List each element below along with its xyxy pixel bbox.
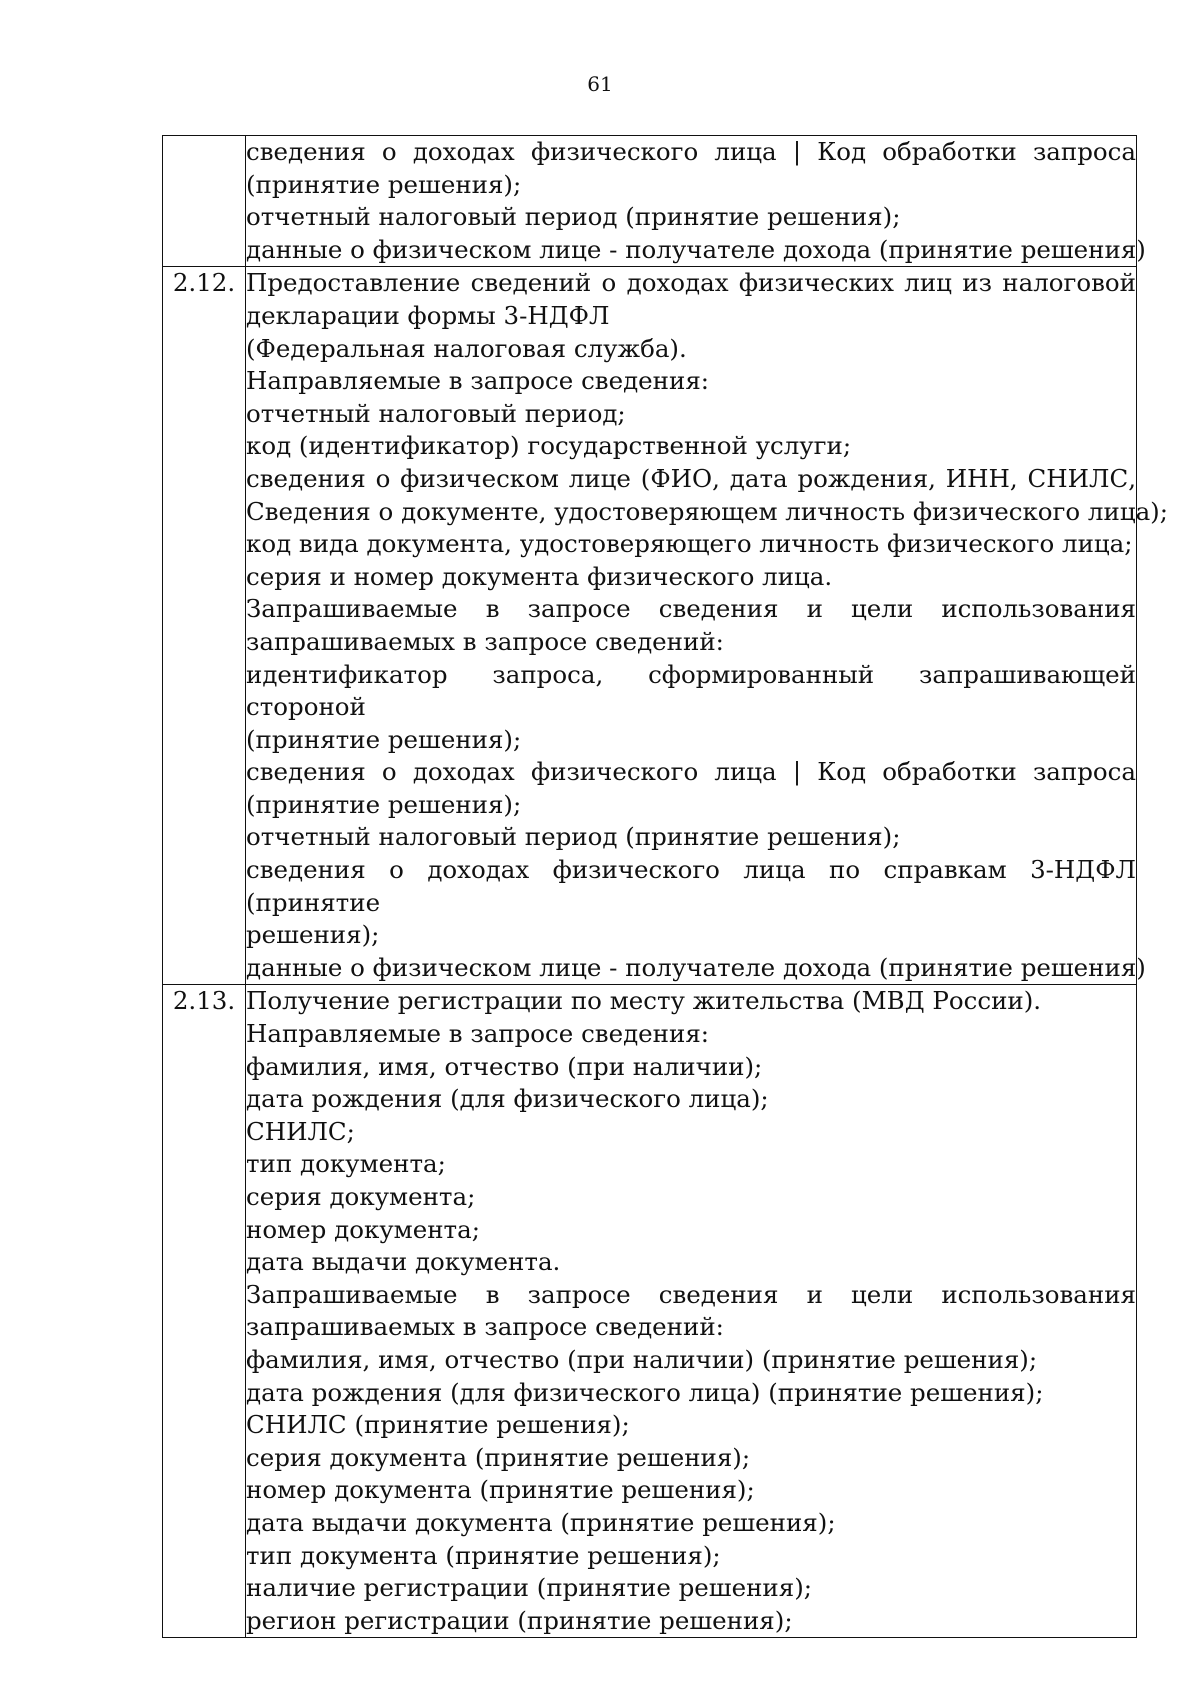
text-line: дата рождения (для физического лица) (принятие решения); [246,1377,1044,1407]
text-line: код вида документа, удостоверяющего личность физического лица; [246,529,1133,559]
text-line: тип документа; [246,1149,446,1179]
text-line: фамилия, имя, отчество (при наличии); [246,1051,763,1081]
text-line: наличие регистрации (принятие решения); [246,1573,813,1603]
row-text-cell [246,267,1168,985]
row-number: 2.13. [172,986,236,1016]
text-line: сведения о доходах физического лица по справкам 3-НДФЛ (принятие [246,855,1136,917]
text-line: идентификатор запроса, сформированный запрашивающей стороной [246,659,1136,722]
text-line: декларации формы 3-НДФЛ [246,300,610,330]
text-line: (принятие решения); [246,724,522,754]
text-line: тип документа (принятие решения); [246,1540,721,1570]
text-line: отчетный налоговый период (принятие решения); [246,822,901,852]
text-line: код (идентификатор) государственной услуги; [246,431,852,461]
page-number: 61 [587,72,613,96]
table-row [163,136,1137,267]
text-line: Запрашиваемые в запросе сведения и цели использования [246,1279,1136,1309]
text-line: фамилия, имя, отчество (при наличии) (принятие решения); [246,1344,1038,1374]
row-number-cell [163,985,246,1638]
text-line: сведения о физическом лице (ФИО, дата рождения, ИНН, СНИЛС, [246,463,1136,493]
text-line: данные о физическом лице - получателе дохода (принятие решения) [246,234,1146,264]
text-line: дата выдачи документа (принятие решения); [246,1507,836,1537]
text-line: Запрашиваемые в запросе сведения и цели использования [246,594,1136,624]
table-row [163,267,1137,985]
row-number-cell [163,267,246,985]
text-line: СНИЛС; [246,1116,355,1146]
text-line: Направляемые в запросе сведения: [246,1019,710,1049]
table-body [163,136,1168,1638]
text-line: номер документа (принятие решения); [246,1475,755,1505]
text-line: сведения о доходах физического лица | Код обработки запроса [246,137,1136,166]
text-line: номер документа; [246,1214,480,1244]
row-number: 2.12. [172,268,236,298]
text-line: (Федеральная налоговая служба). [246,333,687,363]
table-row [163,985,1137,1638]
text-line: запрашиваемых в запросе сведений: [246,626,724,656]
text-line: Сведения о документе, удостоверяющем личность физического лица); [246,496,1168,526]
text-line: дата рождения (для физического лица); [246,1084,769,1114]
text-line: сведения о доходах физического лица | Код обработки запроса [246,757,1136,787]
text-line: запрашиваемых в запросе сведений: [246,1312,724,1342]
text-line: отчетный налоговый период; [246,398,626,428]
text-line: дата выдачи документа. [246,1247,561,1277]
text-line: решения); [246,920,380,950]
text-line: регион регистрации (принятие решения); [246,1605,793,1635]
row-number-cell [163,136,246,267]
text-line: данные о физическом лице - получателе дохода (принятие решения) [246,952,1146,982]
text-line: СНИЛС (принятие решения); [246,1410,630,1440]
text-line: (принятие решения); [246,789,522,819]
text-line: (принятие решения); [246,169,522,199]
text-line: отчетный налоговый период (принятие решения); [246,202,901,232]
text-line: серия документа; [246,1182,476,1211]
row-text-cell [246,136,1146,267]
text-line: серия документа (принятие решения); [246,1442,751,1472]
document-table [162,135,1168,1638]
text-line: Предоставление сведений о доходах физических лиц из налоговой [246,268,1136,298]
text-line: Направляемые в запросе сведения: [246,366,710,396]
row-text-cell [246,985,1137,1638]
text-line: серия и номер документа физического лица. [246,561,833,591]
text-line: Получение регистрации по месту жительства (МВД России). [246,986,1042,1016]
